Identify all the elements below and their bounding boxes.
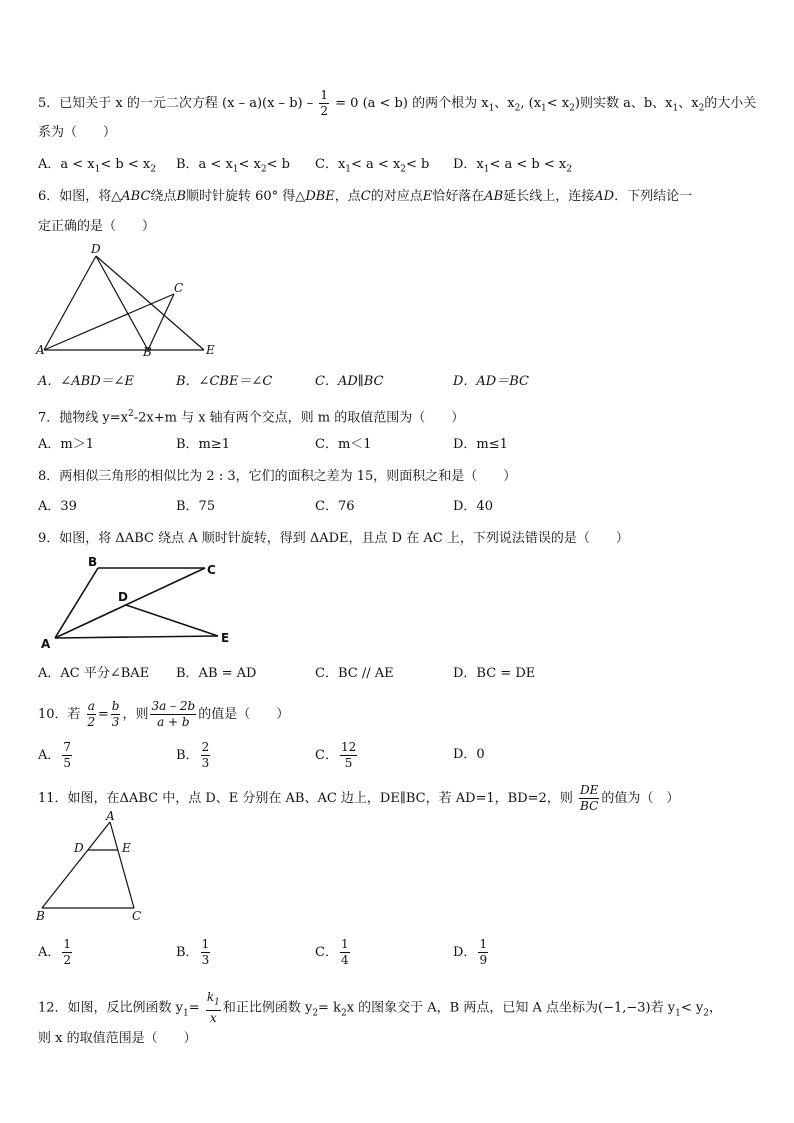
q6-option-c[interactable]: C．AD∥BC	[315, 374, 384, 389]
q9-line-de	[126, 605, 218, 636]
q8-option-c[interactable]: C．76	[315, 499, 355, 514]
q9-label-e: E	[221, 631, 230, 645]
q9-option-d[interactable]: D．BC = DE	[453, 666, 536, 681]
q9-line-ae	[55, 636, 218, 638]
q12-stem-line2: 则 x 的取值范围是（ ）	[38, 1031, 197, 1046]
q5-option-c[interactable]: C．$x_1< a < x_2< b$	[315, 157, 430, 175]
q11-label-a: A	[106, 809, 115, 823]
q11-triangle-figure	[36, 809, 156, 923]
q6-line-db	[96, 256, 148, 350]
q6-option-d[interactable]: D．AD＝BC	[453, 374, 529, 389]
q12-stem: 12．如图，反比例函数 $y_1=$ $\frac{k_1}{x}$ 和正比例函数 $y_2= k_2x$ 的图象交于 A，B 两点，已知 A 点坐标为(−1,−3)若 $y_1< y_2$，	[38, 990, 722, 1026]
q10-fraction-expr: $\frac{3a - 2b}{a + b}$	[151, 699, 196, 729]
q5-option-d[interactable]: D．$x_1< a < b < x_2$	[453, 157, 572, 175]
q6-option-a[interactable]: A．∠ABD＝∠E	[38, 374, 135, 389]
q9-label-c: C	[207, 563, 216, 577]
q6-stem-line2: 定正确的是（ ）	[38, 219, 156, 234]
q11-label-e: E	[122, 841, 131, 855]
q6-label-b: B	[143, 345, 152, 359]
q7-option-b[interactable]: B．m≥1	[176, 437, 231, 452]
q11-line-ac	[110, 822, 134, 908]
q9-label-b: B	[88, 555, 98, 569]
q9-label-a: A	[41, 637, 51, 651]
q7-stem: 7．抛物线 $y=x^2-2x+m$ 与 x 轴有两个交点，则 m 的取值范围为（ ）	[38, 409, 465, 426]
q11-option-a[interactable]: A． $\frac{1}{2}$	[38, 937, 72, 967]
q6-label-e: E	[206, 343, 215, 357]
q7-option-c[interactable]: C．m＜1	[315, 437, 372, 452]
q8-option-b[interactable]: B．75	[176, 499, 216, 514]
q8-option-a[interactable]: A．39	[38, 499, 77, 514]
q9-label-d: D	[118, 590, 128, 604]
q11-label-b: B	[36, 909, 45, 923]
q11-option-d[interactable]: D． $\frac{1}{9}$	[453, 937, 488, 967]
q10-fraction-a: $\frac{a}{2}$	[87, 699, 96, 729]
q5-stem: 5．已知关于 x 的一元二次方程 (x – a)(x – b) – $\frac{1}{2}$ = 0 (a < b) 的两个根为 $x_1$、$x_2$, $(x_1< x_2)$则实数 a、b、$x_1$、$x_2$的大小关	[38, 88, 757, 118]
q12-fraction: $\frac{k_1}{x}$	[206, 990, 220, 1026]
q10-option-c[interactable]: C． $\frac{12}{5}$	[315, 740, 357, 770]
q11-label-d: D	[74, 841, 84, 855]
q9-line-ac	[55, 568, 205, 638]
q5-option-b[interactable]: B．$a < x_1< x_2< b$	[176, 157, 290, 175]
q11-line-ab	[42, 822, 110, 908]
q6-line-ac	[44, 294, 174, 350]
q6-line-de	[96, 256, 204, 350]
q5-fraction: $\frac{1}{2}$	[320, 88, 328, 118]
q6-label-a: A	[36, 343, 45, 357]
q6-label-c: C	[174, 281, 184, 295]
q10-option-b[interactable]: B． $\frac{2}{3}$	[176, 740, 210, 770]
q8-option-d[interactable]: D．40	[453, 499, 493, 514]
q5-option-a[interactable]: A．$a < x_1< b < x_2$	[38, 157, 156, 175]
q6-stem: 6．如图，将△ABC绕点B顺时针旋转 60° 得△DBE，点C的对应点E恰好落在AB延长线上，连接AD．下列结论一	[38, 189, 693, 204]
q8-stem: 8．两相似三角形的相似比为 2 : 3，它们的面积之差为 15，则面积之和是（ ）	[38, 469, 517, 484]
q6-line-ad	[44, 256, 96, 350]
q10-stem: 10．若 $\frac{a}{2}$ = $\frac{b}{3}$ ，则 $\frac{3a - 2b}{a + b}$ 的值是（ ）	[38, 699, 290, 729]
q10-option-a[interactable]: A． $\frac{7}{5}$	[38, 740, 72, 770]
q10-fraction-b: $\frac{b}{3}$	[111, 699, 120, 729]
q6-line-bc	[148, 294, 174, 350]
q10-option-d[interactable]: D．0	[453, 747, 485, 762]
q9-option-a[interactable]: A．AC 平分∠BAE	[38, 666, 150, 681]
q6-label-d: D	[91, 242, 101, 256]
q6-option-b[interactable]: B．∠CBE＝∠C	[176, 374, 273, 389]
q11-stem: 11．如图，在ΔABC 中，点 D、E 分别在 AB、AC 边上，DE∥BC，若 AD=1，BD=2，则 $\frac{DE}{BC}$ 的值为（ ）	[38, 783, 680, 813]
q7-option-d[interactable]: D．m≤1	[453, 437, 508, 452]
q11-option-c[interactable]: C． $\frac{1}{4}$	[315, 937, 349, 967]
q6-triangle-figure	[36, 242, 221, 360]
q5-stem-line2: 系为（ ）	[38, 125, 117, 140]
q11-option-b[interactable]: B． $\frac{1}{3}$	[176, 937, 210, 967]
q9-stem: 9．如图，将 ΔABC 绕点 A 顺时针旋转，得到 ΔADE，且点 D 在 AC 上，下列说法错误的是（ ）	[38, 531, 629, 546]
q9-rotation-figure	[38, 556, 238, 652]
q9-option-c[interactable]: C．BC // AE	[315, 666, 394, 681]
q9-option-b[interactable]: B．AB = AD	[176, 666, 257, 681]
q11-fraction: $\frac{DE}{BC}$	[579, 783, 599, 813]
q7-option-a[interactable]: A．m＞1	[38, 437, 94, 452]
q11-label-c: C	[132, 909, 142, 923]
